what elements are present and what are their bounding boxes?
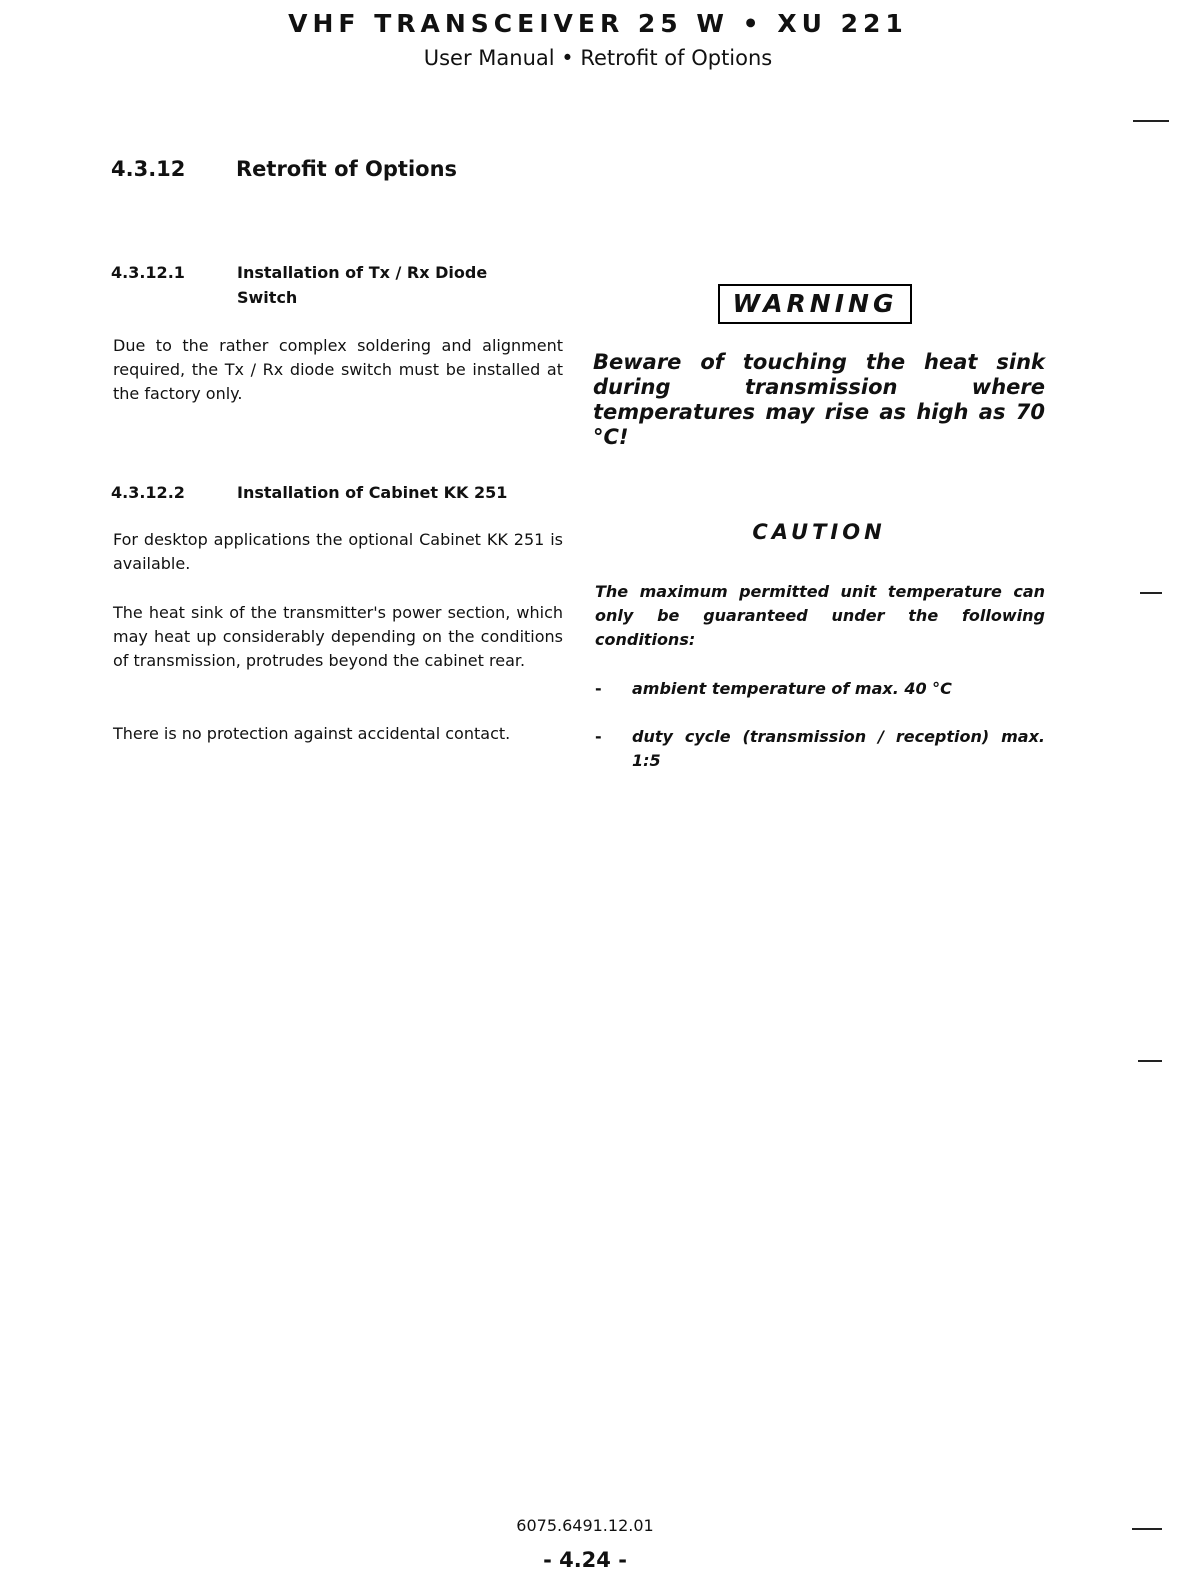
subsection-2-heading [111, 480, 527, 505]
list-dash: - [595, 679, 602, 698]
caution-item-text: duty cycle (transmission / reception) max. 1:5 [632, 727, 1045, 770]
caution-list-item [595, 725, 1045, 773]
subsection-1-paragraph-1: Due to the rather complex soldering and alignment required, the Tx / Rx diode switch must be installed at the factory only. [113, 336, 563, 403]
warning-text: Beware of touching the heat sink during transmission where temperatures may rise as high as 70 °C! [593, 350, 1045, 449]
subsection-2-title: Installation of Cabinet KK 251 [237, 483, 508, 502]
section-title: Retrofit of Options [236, 157, 458, 181]
subsection-2-paragraph-3: There is no protection against accidental contact. [113, 724, 511, 743]
section-heading [111, 155, 457, 183]
margin-mark [1138, 1060, 1162, 1062]
caution-list-item [595, 677, 1045, 701]
list-dash: - [595, 727, 602, 746]
subsection-2-paragraph-1: For desktop applications the optional Cabinet KK 251 is available. [113, 530, 563, 573]
caution-intro: The maximum permitted unit temperature can only be guaranteed under the following conditions: [595, 582, 1045, 649]
page-number: - 4.24 - [543, 1548, 627, 1572]
caution-label: CAUTION [752, 520, 886, 544]
warning-label: WARNING [718, 284, 912, 324]
margin-mark [1140, 592, 1162, 594]
subsection-2-paragraph-2: The heat sink of the transmitter's power section, which may heat up considerably depending on the conditions of transmission, protrudes beyond the cabinet rear. [113, 603, 563, 670]
margin-mark [1133, 120, 1169, 122]
document-subtitle: User Manual • Retrofit of Options [423, 46, 773, 70]
subsection-1-title: Installation of Tx / Rx Diode Switch [237, 263, 488, 307]
section-number: 4.3.12 [111, 157, 186, 181]
page-header [0, 8, 1196, 72]
caution-item-text: ambient temperature of max. 40 °C [632, 679, 952, 698]
document-title: VHF TRANSCEIVER 25 W • XU 221 [288, 9, 908, 38]
document-code: 6075.6491.12.01 [516, 1516, 654, 1535]
subsection-1-number: 4.3.12.1 [111, 263, 185, 282]
subsection-2-number: 4.3.12.2 [111, 483, 185, 502]
subsection-1-heading [111, 260, 527, 310]
